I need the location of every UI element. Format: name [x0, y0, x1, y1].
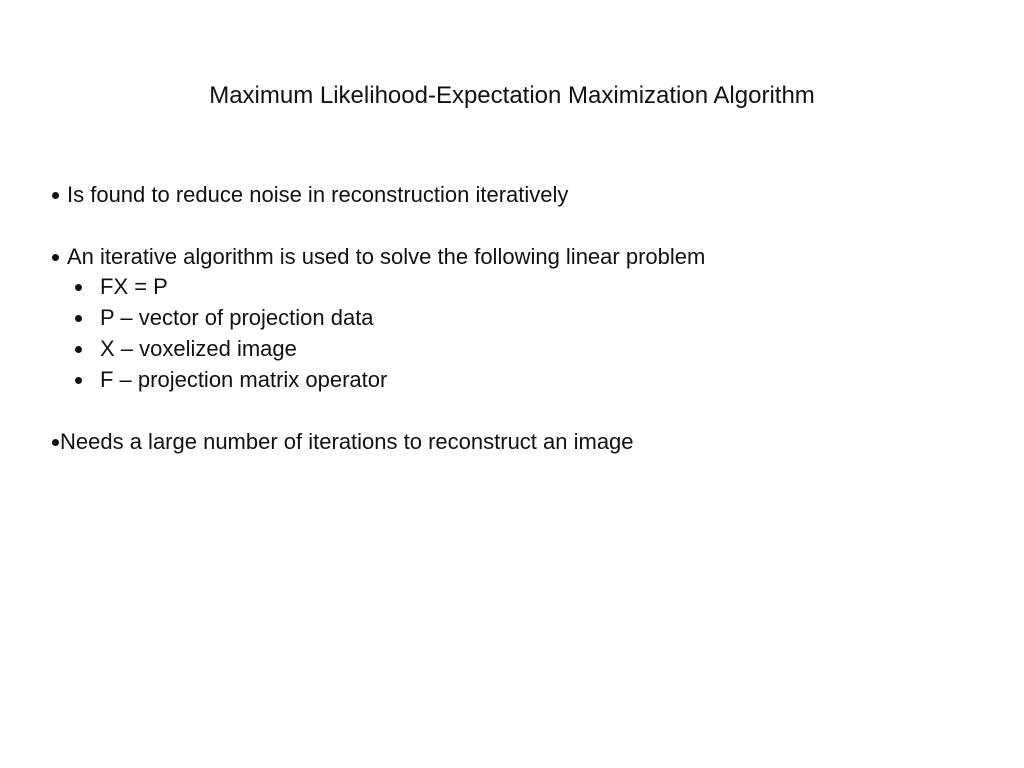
sub-bullet-text: P – vector of projection data: [100, 305, 374, 330]
sub-bullet-text: F – projection matrix operator: [100, 367, 388, 392]
bullet-dot-icon: [75, 346, 82, 353]
bullet-text: Is found to reduce noise in reconstruction iteratively: [67, 182, 569, 207]
sub-bullet-item: [75, 335, 297, 363]
sub-bullet-item: [75, 366, 387, 394]
bullet-dot-icon: [52, 439, 59, 446]
bullet-dot-icon: [75, 377, 82, 384]
bullet-dot-icon: [52, 254, 59, 261]
bullet-item: [52, 181, 568, 209]
bullet-dot-icon: [75, 284, 82, 291]
sub-bullet-item: [75, 273, 168, 301]
bullet-item: [52, 243, 705, 271]
slide-title: Maximum Likelihood-Expectation Maximization Algorithm: [209, 82, 815, 109]
sub-bullet-text: X – voxelized image: [100, 336, 297, 361]
bullet-item: [52, 428, 634, 456]
bullet-text: Needs a large number of iterations to reconstruct an image: [60, 429, 634, 454]
bullet-text: An iterative algorithm is used to solve the following linear problem: [67, 244, 706, 269]
sub-bullet-item: [75, 304, 374, 332]
sub-bullet-text: FX = P: [100, 274, 168, 299]
bullet-dot-icon: [75, 315, 82, 322]
bullet-dot-icon: [52, 192, 59, 199]
